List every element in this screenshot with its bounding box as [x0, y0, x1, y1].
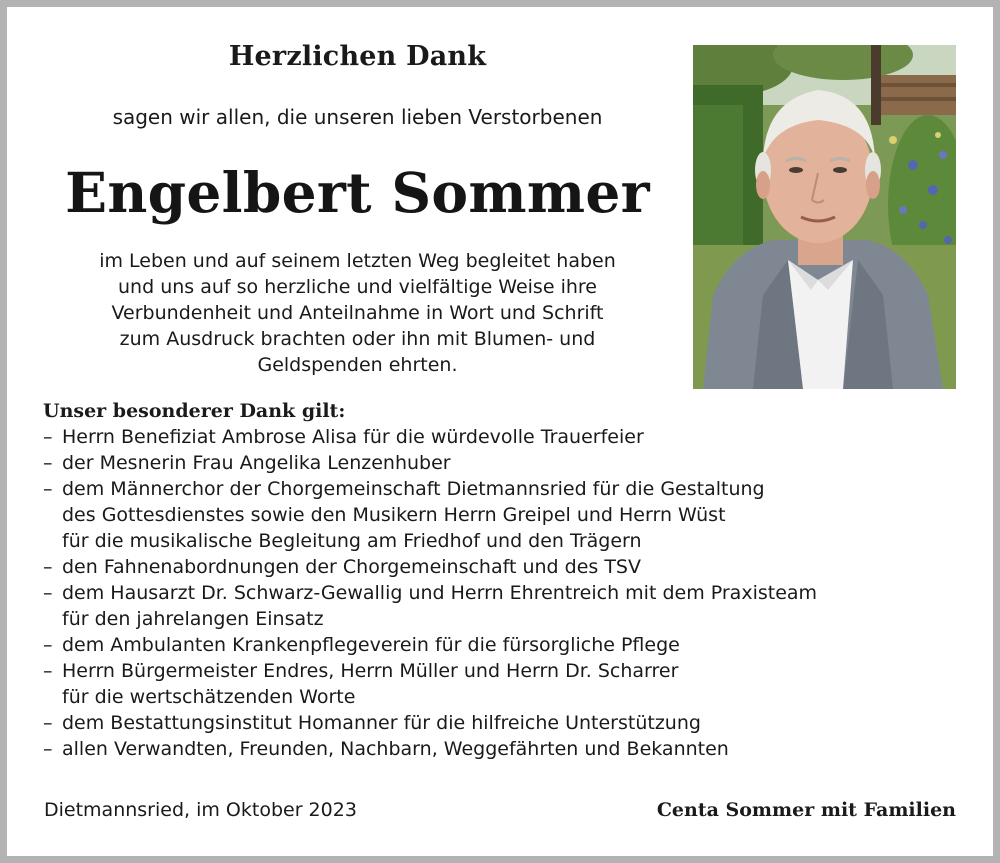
list-item [43, 554, 963, 580]
list-dash: – [43, 452, 53, 474]
list-dash: – [43, 660, 53, 682]
thanks-heading: Unser besonderer Dank gilt: [43, 400, 346, 422]
list-item-line: Herrn Bürgermeister Endres, Herrn Müller und Herrn Dr. Scharrer [62, 660, 679, 682]
list-dash: – [43, 426, 53, 448]
list-item-line: allen Verwandten, Freunden, Nachbarn, Weggefährten und Bekannten [62, 738, 729, 760]
body-line: zum Ausdruck brachten oder ihn mit Blumen- und [119, 328, 596, 350]
list-item-line: der Mesnerin Frau Angelika Lenzenhuber [62, 452, 451, 474]
list-item [43, 736, 963, 762]
list-dash: – [43, 478, 53, 500]
thanks-list [43, 398, 963, 762]
portrait-photo [693, 45, 956, 389]
list-item-line: dem Ambulanten Krankenpflegeverein für die fürsorgliche Pflege [62, 634, 680, 656]
list-item [43, 580, 963, 632]
list-item [43, 424, 963, 450]
body-line: Verbundenheit und Anteilnahme in Wort und Schrift [111, 302, 604, 324]
list-item-line: für die musikalische Begleitung am Friedhof und den Trägern [62, 530, 642, 552]
list-item-line: des Gottesdienstes sowie den Musikern Herrn Greipel und Herrn Wüst [62, 504, 726, 526]
body-line: und uns auf so herzliche und vielfältige Weise ihre [118, 276, 597, 298]
place-date: Dietmannsried, im Oktober 2023 [44, 799, 357, 821]
list-item [43, 632, 963, 658]
list-item-line: dem Bestattungsinstitut Homanner für die hilfreiche Unterstützung [62, 712, 701, 734]
list-item [43, 476, 963, 554]
list-item-line: dem Männerchor der Chorgemeinschaft Dietmannsried für die Gestaltung [62, 478, 765, 500]
list-item-line: für die wertschätzenden Worte [62, 686, 356, 708]
signature: Centa Sommer mit Familien [656, 799, 956, 821]
intro-line: sagen wir allen, die unseren lieben Verstorbenen [112, 105, 603, 129]
list-item-line: für den jahrelangen Einsatz [62, 608, 324, 630]
acknowledgement-text [30, 248, 685, 378]
list-dash: – [43, 582, 53, 604]
body-line: Geldspenden ehrten. [257, 354, 458, 376]
list-item-line: dem Hausarzt Dr. Schwarz-Gewallig und Herrn Ehrentreich mit dem Praxisteam [62, 582, 818, 604]
list-item [43, 450, 963, 476]
list-dash: – [43, 738, 53, 760]
list-item [43, 710, 963, 736]
deceased-name: Engelbert Sommer [65, 160, 650, 225]
list-dash: – [43, 712, 53, 734]
list-dash: – [43, 556, 53, 578]
list-item-line: den Fahnenabordnungen der Chorgemeinschaft und des TSV [62, 556, 641, 578]
body-line: im Leben und auf seinem letzten Weg begleitet haben [99, 250, 616, 272]
list-dash: – [43, 634, 53, 656]
list-item-line: Herrn Benefiziat Ambrose Alisa für die würdevolle Trauerfeier [62, 426, 644, 448]
list-item [43, 658, 963, 710]
page-title: Herzlichen Dank [228, 41, 487, 72]
